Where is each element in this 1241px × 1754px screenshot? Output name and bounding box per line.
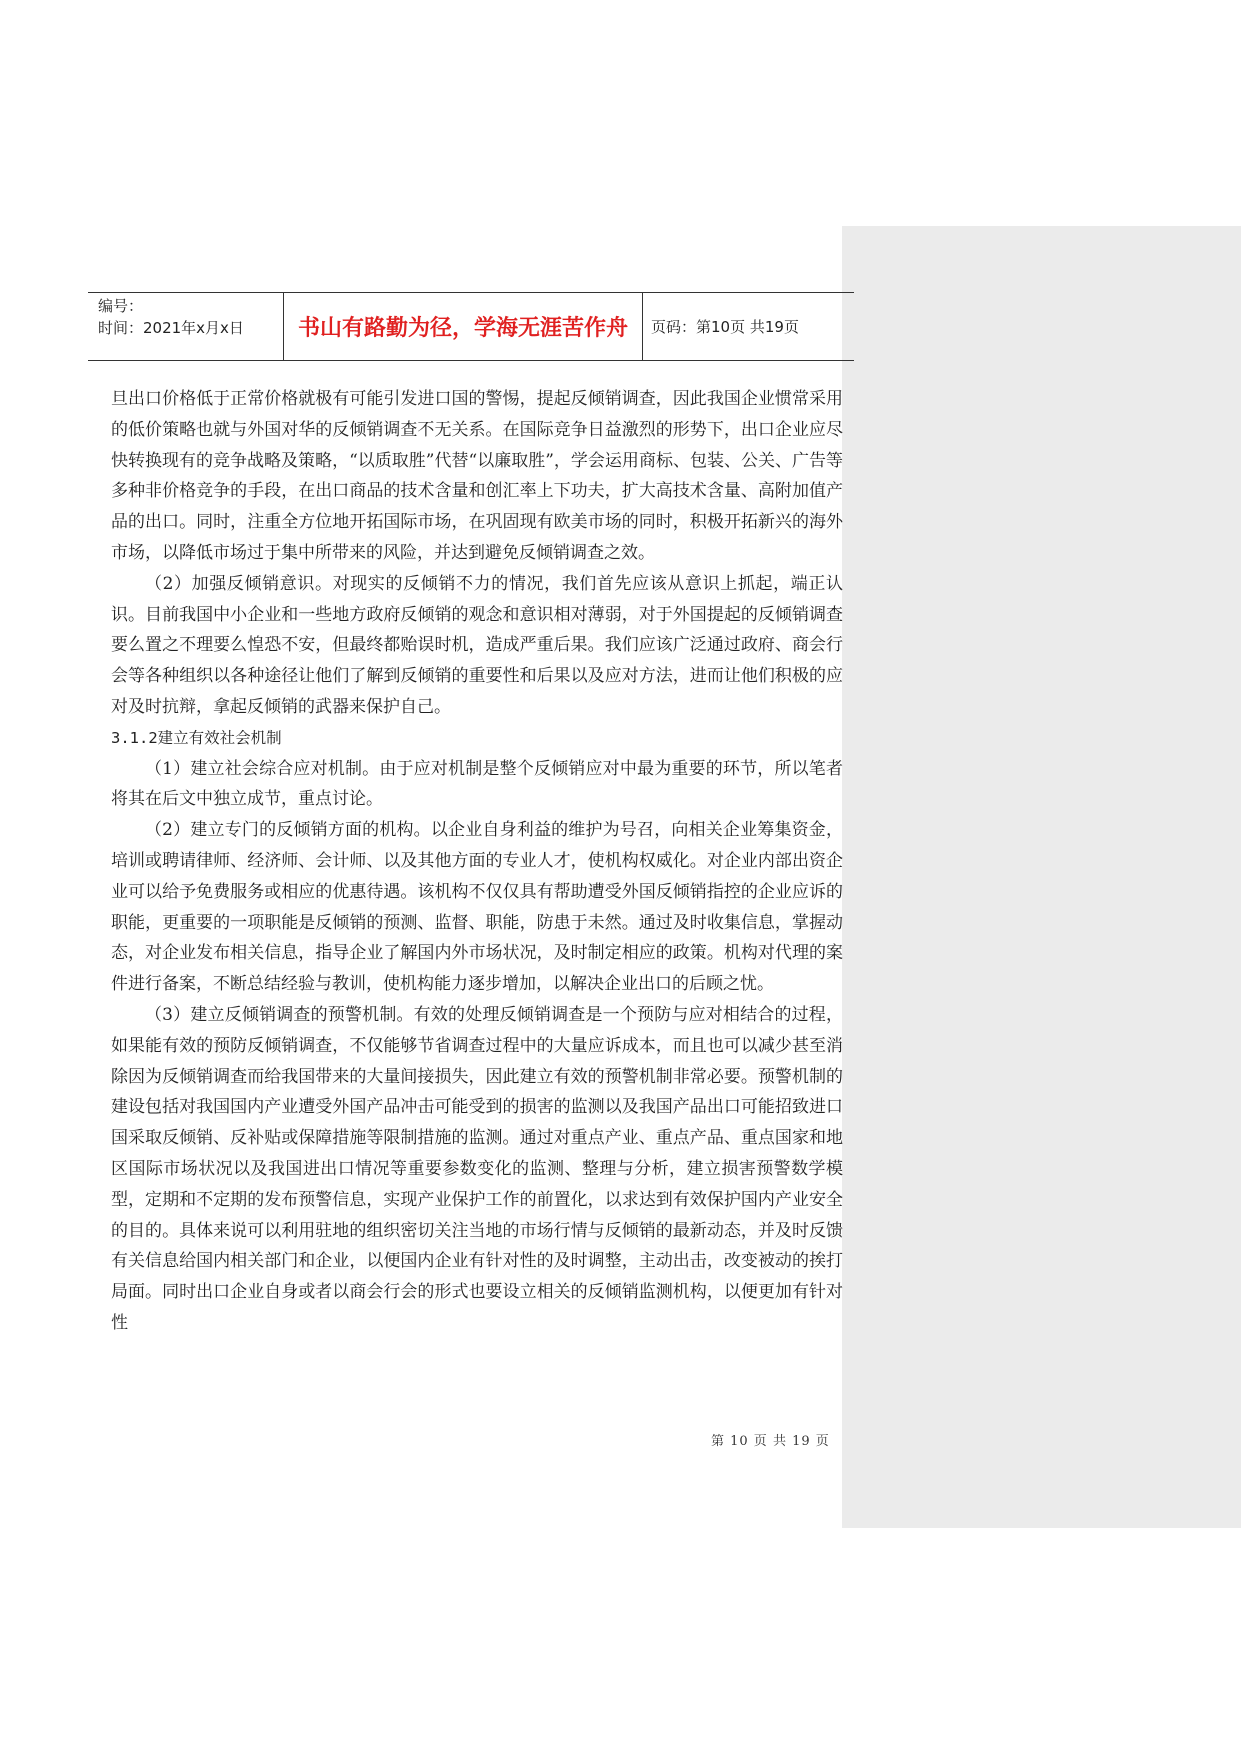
header-motto: 书山有路勤为径，学海无涯苦作舟: [283, 293, 643, 360]
header-page-number: 页码：第10页 共19页: [651, 318, 799, 336]
section-heading: 3.1.2建立有效社会机制: [111, 728, 282, 747]
paragraph: 旦出口价格低于正常价格就极有可能引发进口国的警惕，提起反倾销调查，因此我国企业惯常采用的低价策略也就与外国对华的反倾销调查不无关系。在国际竞争日益激烈的形势下，出口企业应尽快转换现有的竞争战略及策略，“以质取胜”代替“以廉取胜”，学会运用商标、包装、公关、广告等多种非价格竞争的手段，在出口商品的技术含量和创汇率上下功夫，扩大高技术含量、高附加值产品的出口。同时，注重全方位地开拓国际市场，在巩固现有欧美市场的同时，积极开拓新兴的海外市场，以降低市场过于集中所带来的风险，并达到避免反倾销调查之效。: [111, 389, 843, 563]
comment-pane: [842, 226, 1241, 1528]
paragraph: （2）建立专门的反倾销方面的机构。以企业自身利益的维护为号召，向相关企业筹集资金，培训或聘请律师、经济师、会计师、以及其他方面的专业人才，使机构权威化。对企业内部出资企业可以给予免费服务或相应的优惠待遇。该机构不仅仅具有帮助遭受外国反倾销指控的企业应诉的职能，更重要的一项职能是反倾销的预测、监督、职能，防患于未然。通过及时收集信息，掌握动态，对企业发布相关信息，指导企业了解国内外市场状况，及时制定相应的政策。机构对代理的案件进行备案，不断总结经验与教训，使机构能力逐步增加，以解决企业出口的后顾之忧。: [111, 820, 843, 995]
time-label: 时间：2021年x月x日: [98, 319, 244, 337]
page-footer: 第 10 页 共 19 页: [711, 1434, 830, 1449]
paragraph: （3）建立反倾销调查的预警机制。有效的处理反倾销调查是一个预防与应对相结合的过程，如果能有效的预防反倾销调查，不仅能够节省调查过程中的大量应诉成本，而且也可以减少甚至消除因为反倾销调查而给我国带来的大量间接损失，因此建立有效的预警机制非常必要。预警机制的建设包括对我国国内产业遭受外国产品冲击可能受到的损害的监测以及我国产品出口可能招致进口国采取反倾销、反补贴或保障措施等限制措施的监测。通过对重点产业、重点产品、重点国家和地区国际市场状况以及我国进出口情况等重要参数变化的监测、整理与分析，建立损害预警数学模型，定期和不定期的发布预警信息，实现产业保护工作的前置化，以求达到有效保护国内产业安全的目的。具体来说可以利用驻地的组织密切关注当地的市场行情与反倾销的最新动态，并及时反馈有关信息给国内相关部门和企业，以便国内企业有针对性的及时调整，主动出击，改变被动的挨打局面。同时出口企业自身或者以商会行会的形式也要设立相关的反倾销监测机构，以便更加有针对性: [111, 1004, 843, 1333]
paragraph: （1）建立社会综合应对机制。由于应对机制是整个反倾销应对中最为重要的环节，所以笔者将其在后文中独立成节，重点讨论。: [111, 758, 843, 810]
paragraph: （2）加强反倾销意识。对现实的反倾销不力的情况，我们首先应该从意识上抓起，端正认识。目前我国中小企业和一些地方政府反倾销的观念和意识相对薄弱，对于外国提起的反倾销调查要么置之不理要么惶恐不安，但最终都贻误时机，造成严重后果。我们应该广泛通过政府、商会行会等各种组织以各种途径让他们了解到反倾销的重要性和后果以及应对方法，进而让他们积极的应对及时抗辩，拿起反倾销的武器来保护自己。: [111, 573, 843, 717]
document-body: [111, 384, 843, 1339]
number-label: 编号：: [98, 297, 144, 315]
header-meta: [88, 293, 283, 360]
page-header: [88, 292, 854, 361]
